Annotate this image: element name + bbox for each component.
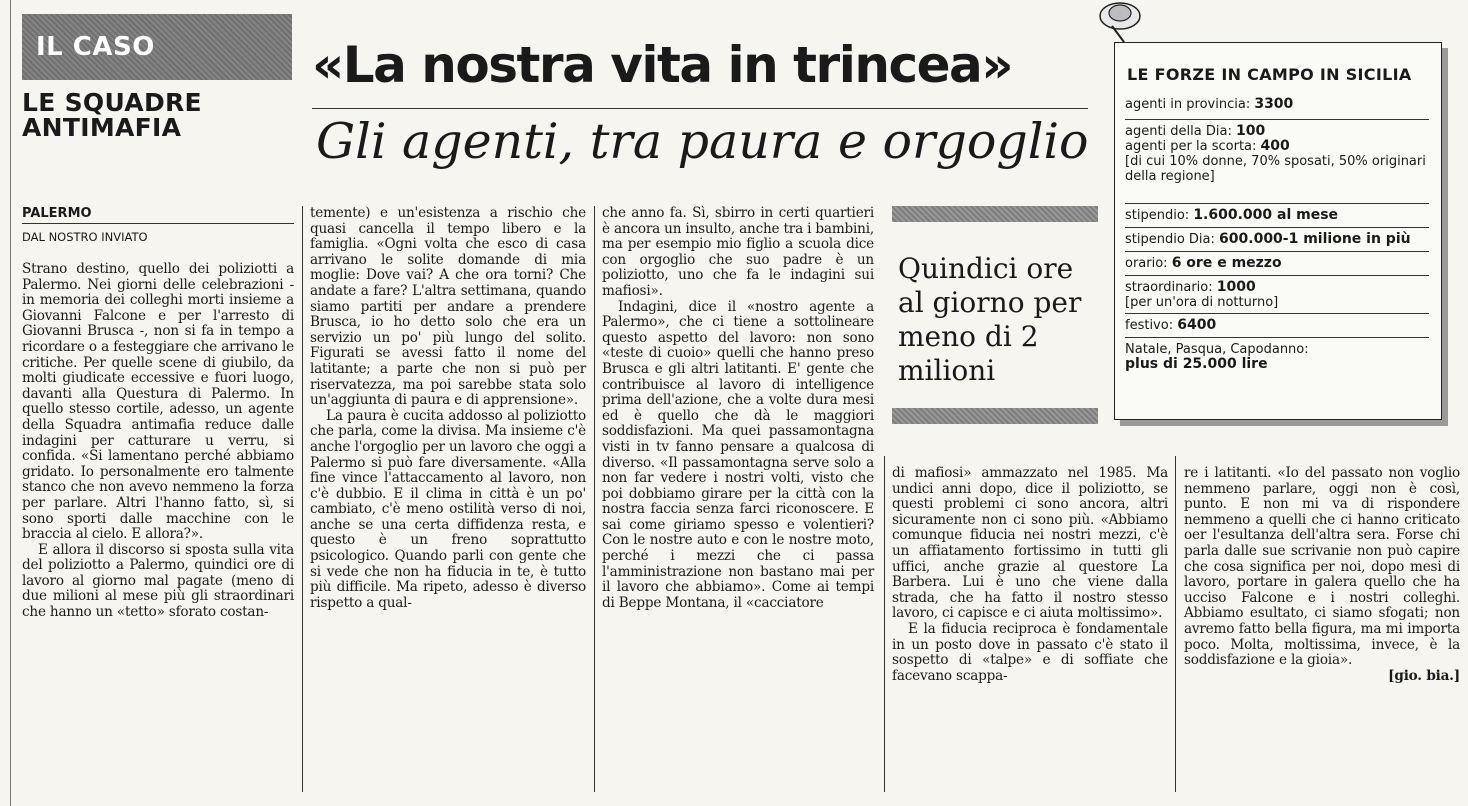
dateline: PALERMO [22, 206, 92, 221]
headline-rule [312, 108, 1088, 109]
info-row: agenti della Dia: 100 agenti per la scorta: 400 [di cui 10% donne, 70% sposati, 50% originari della regione] [1125, 119, 1429, 184]
info-row: Natale, Pasqua, Capodanno: plus di 25.000 lire [1125, 337, 1429, 372]
column-rule [884, 456, 885, 792]
pull-quote-bottom-bar [892, 408, 1098, 424]
article-paragraph: Indagini, dice il «nostro agente a Palermo», che ci tiene a sottolineare questo aspetto del lavoro: non sono «teste di cuoio» quelli che hanno preso Brusca e gli altri latitanti. E' gente che contribuisce al lavoro di intelligence prima dell'azione, che a volte dura mesi ed è quello che dà le maggiori soddisfazioni. Ma quei passamontagna visti in tv fanno pensare a qualcosa di diverso. «Il passamontagna serve solo a non far vedere i nostri volti, visto che poi dobbiamo girare per la città con la nostra faccia senza farci riconoscere. E sai come giriamo spesso e volentieri? Con le nostre auto e con le nostre moto, perché i mezzi che ci passa l'amministrazione non bastano mai per il lavoro che abbiamo». Come ai tempi di Beppe Montana, il «cacciatore [602, 298, 874, 611]
article-column-3 [602, 206, 874, 611]
info-row: festivo: 6400 [1125, 313, 1429, 333]
push-pin-icon [1088, 0, 1148, 44]
info-row: orario: 6 ore e mezzo [1125, 251, 1429, 271]
page-edge-rule [10, 0, 11, 806]
article-paragraph: Strano destino, quello dei poliziotti a Palermo. Nei giorni delle celebrazioni - in memoria dei colleghi morti insieme a Giovanni Falcone e per l'arresto di Giovanni Brusca -, non si fa in tempo a ricordare o a festeggiare che arrivano le critiche. Per quelle scene di giubilo, da molti giudicate eccessive e fuori luogo, davanti alla Questura di Palermo. In quello stesso cortile, adesso, un agente della Squadra antimafia reduce dalle indagini per catturare u verru, si confida. «Si lamentano perché abbiamo gridato. Io personalmente ero talmente stanco che non avevo nemmeno la forza per parlare. Altri l'hanno fatto, sì, si sono sporti dalle macchine con le braccia al cielo. E allora?». [22, 261, 294, 543]
pull-quote-top-bar [892, 206, 1098, 222]
info-row: agenti in provincia: 3300 [1125, 96, 1294, 112]
byline: DAL NOSTRO INVIATO [22, 230, 148, 244]
info-row: stipendio: 1.600.000 al mese [1125, 203, 1429, 223]
article-paragraph: E allora il discorso si sposta sulla vita del poliziotto a Palermo, quindici ore di lavoro al giorno mal pagate (meno di due milioni al mese più gli straordinari che hanno un «tetto» sforato costan- [22, 541, 294, 621]
signature: [gio. bia.] [1388, 667, 1460, 684]
column-rule [1175, 456, 1176, 792]
article-column-1 [22, 262, 294, 621]
article-paragraph: re i latitanti. «Io del passato non voglio nemmeno parlare, oggi non è così, punto. E non mi va di rispondere nemmeno a quelli che ci hanno criticato oer l'esultanza dell'altra sera. Forse chi parla dalle sue scrivanie non può capire che cosa significa per noi, dopo mesi di lavoro, portare in galera quello che ha ucciso Falcone e i nostri colleghi. Abbiamo esultato, ci siamo sfogati; non avremo fatto bella figura, ma mi importa poco. Molta, moltissima, invece, è la soddisfazione e la gioia». [1184, 465, 1460, 669]
pull-quote: Quindici ore al giorno per meno di 2 milioni [898, 252, 1082, 387]
headline: «La nostra vita in trincea» [312, 36, 1013, 94]
article-paragraph: che anno fa. Sì, sbirro in certi quartieri è ancora un insulto, anche tra i bambini, ma per esempio mio figlio a scuola dice con orgoglio che suo padre è un poliziotto, uno che fa le indagini sui mafiosi». [602, 205, 874, 299]
dateline-rule [22, 223, 294, 224]
info-row: straordinario: 1000 [per un'ora di notturno] [1125, 275, 1429, 310]
info-row: stipendio Dia: 600.000-1 milione in più [1125, 227, 1429, 247]
article-column-2 [310, 206, 586, 611]
info-box [1114, 42, 1442, 420]
info-box-title: LE FORZE IN CAMPO IN SICILIA [1127, 65, 1412, 84]
kicker-label: IL CASO [36, 32, 155, 62]
column-rule [594, 206, 595, 792]
article-paragraph: di mafiosi» ammazzato nel 1985. Ma undici anni dopo, dice il poliziotto, se questi problemi ci sono ancora, altri sicuramente non ci sono più. «Abbiamo comunque fiducia nei nostri mezzi, c'è un affiatamento fortissimo in tutti gli uffici, anche grazie al questore La Barbera. Lui è uno che viene dalla strada, che ha fatto il nostro stesso lavoro, ci capisce e ci aiuta moltissimo». [892, 465, 1168, 622]
article-column-4 [892, 466, 1168, 684]
article-column-5 [1184, 466, 1460, 684]
article-paragraph: E la fiducia reciproca è fondamentale in un posto dove in passato c'è stato il sospetto di «talpe» e di soffiate che facevano scappa- [892, 620, 1168, 684]
column-rule [302, 206, 303, 792]
subheadline: Gli agenti, tra paura e orgoglio [316, 113, 1089, 170]
article-paragraph: La paura è cucita addosso al poliziotto che parla, come la divisa. Ma insieme c'è anche l'orgoglio per un lavoro che oggi a Palermo si può fare diversamente. «Alla fine vince l'attaccamento al lavoro, non c'è dubbio. E il clima in città è un po' cambiato, c'è meno ostilità verso di noi, anche se una certa diffidenza resta, e questo è un freno soprattutto psicologico. Quando parli con gente che si vede che non ha fiducia in te, è tutto più difficile. Ma ripeto, adesso è diverso rispetto a qual- [310, 407, 586, 611]
kicker-block [22, 14, 292, 80]
article-paragraph: temente) e un'esistenza a rischio che quasi cancella il tempo libero e la famiglia. «Ogni volta che esco di casa arrivano le solite domande di mia moglie: Dove vai? A che ora torni? Che andate a fare? L'altra settimana, quando siamo partiti per andare a prendere Brusca, io ho detto solo che era un servizio un po' più lungo del solito. Figurati se avessi fatto il nome del latitante; a parte che non si può per riservatezza, ma poi sarebbe stata solo un'aggiunta di paura e di apprensione». [310, 205, 586, 409]
section-title: LE SQUADRE ANTIMAFIA [22, 88, 202, 142]
